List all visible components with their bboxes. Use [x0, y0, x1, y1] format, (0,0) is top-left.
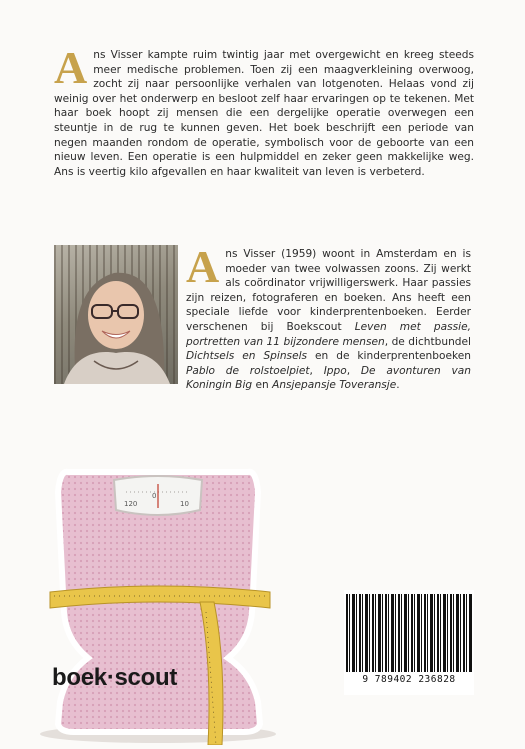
barcode-bars [346, 594, 472, 672]
dial-right-label: 10 [180, 500, 189, 508]
isbn-barcode [344, 590, 474, 695]
blurb-dropcap: A [54, 42, 88, 93]
bio-dropcap: A [186, 241, 220, 292]
dial-mid-label: 0 [152, 492, 157, 500]
blurb-text: ns Visser kampte ruim twintig jaar met overgewicht en kreeg steeds meer medische problemen. Toen zij een maagverkleining overwoog, zocht zij naar persoonlijke verhalen van lotgenoten. Helaas vond zij weinig over het onderwerp en besloot zelf haar ervaringen op te tekenen. Met haar boek hoopt zij mensen die een dergelijke operatie overwegen een steuntje in de rug te kunnen geven. Het boek beschrijft een periode van negen maanden rondom de operatie, symbolisch voor de geboorte van een nieuw leven. Een operatie is een hulpmiddel en zeker geen makkelijke weg. Ans is veertig kilo afgevallen en haar kwaliteit van leven is verbeterd. [54, 49, 474, 178]
back-cover-blurb [54, 42, 474, 179]
author-photo [54, 245, 178, 384]
publisher-logo: boek·scout [52, 664, 178, 691]
dial-left-label: 120 [124, 500, 138, 508]
bathroom-scale-illustration [30, 462, 290, 745]
author-bio: Ans Visser (1959) woont in Amsterdam en is moeder van twee volwassen zoons. Zij werkt als coördinator vrijwilligerswerk. Haar passies zijn reizen, fotograferen en boeken. Ans heeft een speciale liefde voor kinderprentenboeken. Eerder verschenen bij Boekscout Leven met passie, portretten van 11 bijzondere mensen, de dichtbundel Dichtsels en Spinsels en de kinderprentenboeken Pablo de rolstoelpiet, Ippo, De avonturen van Koningin Big en Ansjepansje Toveransje. [186, 241, 471, 392]
isbn-number: 9 789402 236828 [362, 674, 456, 685]
